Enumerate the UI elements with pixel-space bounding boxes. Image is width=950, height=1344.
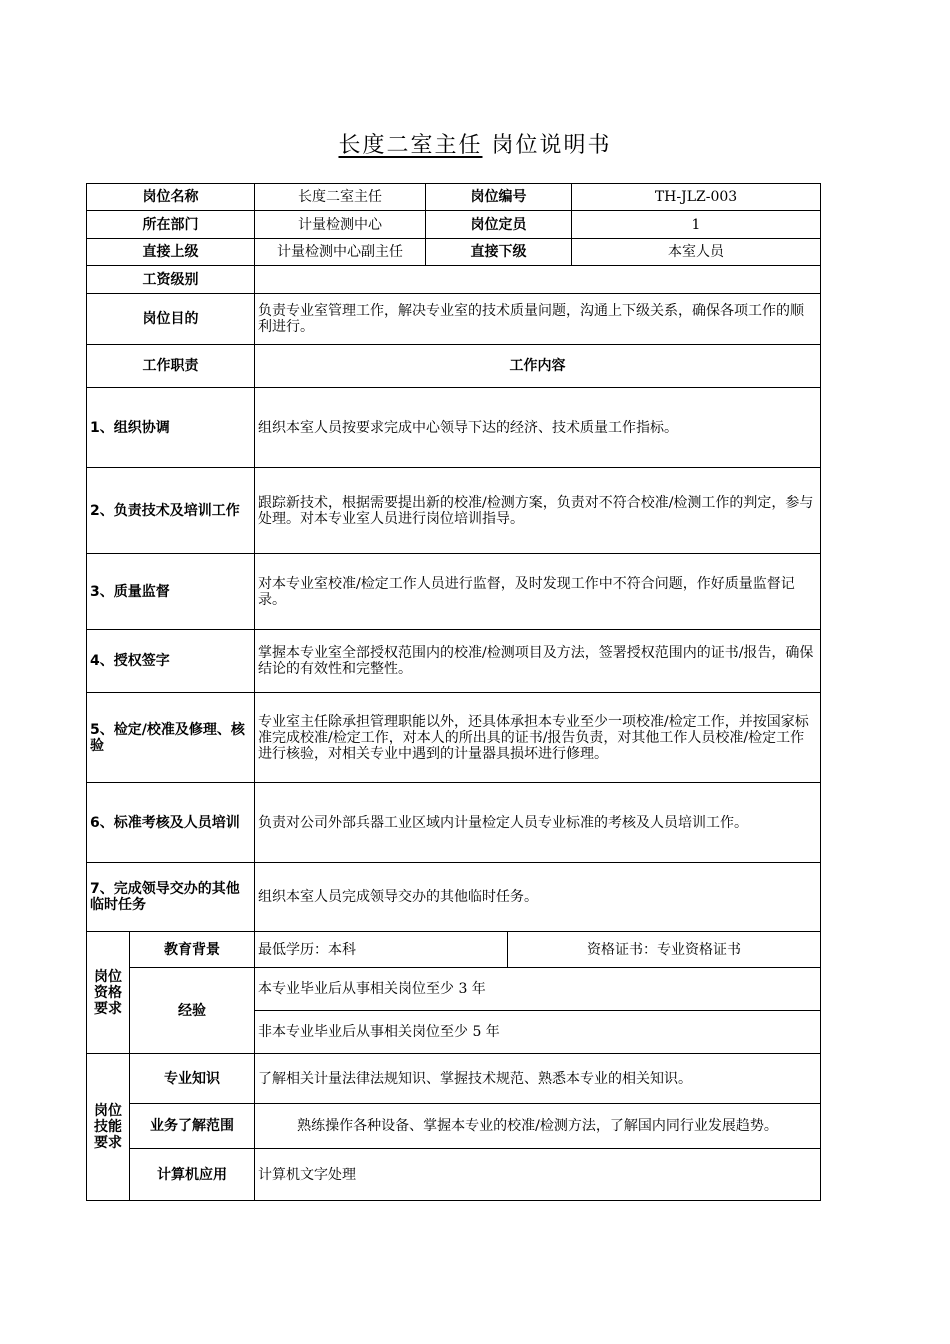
duties-header-left: 工作职责 (87, 345, 255, 388)
position-code-label: 岗位编号 (426, 184, 572, 211)
experience-label: 经验 (130, 968, 255, 1054)
duty-content: 专业室主任除承担管理职能以外，还具体承担本专业至少一项校准/检定工作，并按国家标准完成校准/检定工作，对本人的所出具的证书/报告负责，对其他工作人员校准/检定工作进行核验，对相关专业中遇到的计量器具损坏进行修理。 (255, 693, 821, 783)
row-computer (87, 1149, 821, 1201)
education-value: 最低学历：本科 (255, 932, 508, 968)
row-department (87, 211, 821, 239)
duty-row (87, 468, 821, 554)
business-value: 熟练操作各种设备、掌握本专业的校准/检测方法，了解国内同行业发展趋势。 (255, 1104, 821, 1149)
headcount-value: 1 (572, 211, 821, 239)
skills-group-label: 岗位技能要求 (87, 1054, 130, 1201)
department-value: 计量检测中心 (255, 211, 426, 239)
department-label: 所在部门 (87, 211, 255, 239)
duty-content: 掌握本专业室全部授权范围内的校准/检测项目及方法，签署授权范围内的证书/报告，确保结论的有效性和完整性。 (255, 630, 821, 693)
position-code-value: TH-JLZ-003 (572, 184, 821, 211)
salary-label: 工资级别 (87, 266, 255, 294)
duty-name: 1、组织协调 (87, 388, 255, 468)
education-label: 教育背景 (130, 932, 255, 968)
experience-value-2: 非本专业毕业后从事相关岗位至少 5 年 (255, 1011, 821, 1054)
business-label: 业务了解范围 (130, 1104, 255, 1149)
duty-content: 组织本室人员按要求完成中心领导下达的经济、技术质量工作指标。 (255, 388, 821, 468)
subordinate-label: 直接下级 (426, 239, 572, 266)
row-purpose (87, 294, 821, 345)
duty-row (87, 693, 821, 783)
certificate-value: 资格证书：专业资格证书 (508, 932, 821, 968)
job-description-table (86, 183, 821, 1201)
row-superior (87, 239, 821, 266)
row-experience-1 (87, 968, 821, 1011)
duty-name: 6、标准考核及人员培训 (87, 783, 255, 863)
knowledge-label: 专业知识 (130, 1054, 255, 1104)
qualifications-group-label: 岗位资格要求 (87, 932, 130, 1054)
salary-value (255, 266, 821, 294)
position-name-label: 岗位名称 (87, 184, 255, 211)
purpose-label: 岗位目的 (87, 294, 255, 345)
computer-label: 计算机应用 (130, 1149, 255, 1201)
superior-value: 计量检测中心副主任 (255, 239, 426, 266)
duty-name: 5、检定/校准及修理、核验 (87, 693, 255, 783)
knowledge-value: 了解相关计量法律法规知识、掌握技术规范、熟悉本专业的相关知识。 (255, 1054, 821, 1104)
duty-row (87, 554, 821, 630)
position-name-value: 长度二室主任 (255, 184, 426, 211)
title-position: 长度二室主任 (338, 133, 483, 158)
duty-content: 负责对公司外部兵器工业区域内计量检定人员专业标准的考核及人员培训工作。 (255, 783, 821, 863)
duty-row (87, 863, 821, 932)
duty-name: 7、完成领导交办的其他临时任务 (87, 863, 255, 932)
duty-content: 跟踪新技术，根据需要提出新的校准/检测方案，负责对不符合校准/检测工作的判定，参与处理。对本专业室人员进行岗位培训指导。 (255, 468, 821, 554)
duty-row (87, 783, 821, 863)
duties-header-right: 工作内容 (255, 345, 821, 388)
duty-content: 组织本室人员完成领导交办的其他临时任务。 (255, 863, 821, 932)
duty-name: 2、负责技术及培训工作 (87, 468, 255, 554)
duty-name: 3、质量监督 (87, 554, 255, 630)
row-business (87, 1104, 821, 1149)
duty-name: 4、授权签字 (87, 630, 255, 693)
subordinate-value: 本室人员 (572, 239, 821, 266)
row-duties-header (87, 345, 821, 388)
purpose-text: 负责专业室管理工作，解决专业室的技术质量问题，沟通上下级关系，确保各项工作的顺利进行。 (255, 294, 821, 345)
row-salary (87, 266, 821, 294)
title-suffix: 岗位说明书 (491, 133, 612, 158)
experience-value-1: 本专业毕业后从事相关岗位至少 3 年 (255, 968, 821, 1011)
row-position-name (87, 184, 821, 211)
page-title (0, 128, 950, 159)
row-knowledge (87, 1054, 821, 1104)
duty-row (87, 388, 821, 468)
row-education (87, 932, 821, 968)
duty-content: 对本专业室校准/检定工作人员进行监督，及时发现工作中不符合问题，作好质量监督记录。 (255, 554, 821, 630)
computer-value: 计算机文字处理 (255, 1149, 821, 1201)
superior-label: 直接上级 (87, 239, 255, 266)
duty-row (87, 630, 821, 693)
headcount-label: 岗位定员 (426, 211, 572, 239)
